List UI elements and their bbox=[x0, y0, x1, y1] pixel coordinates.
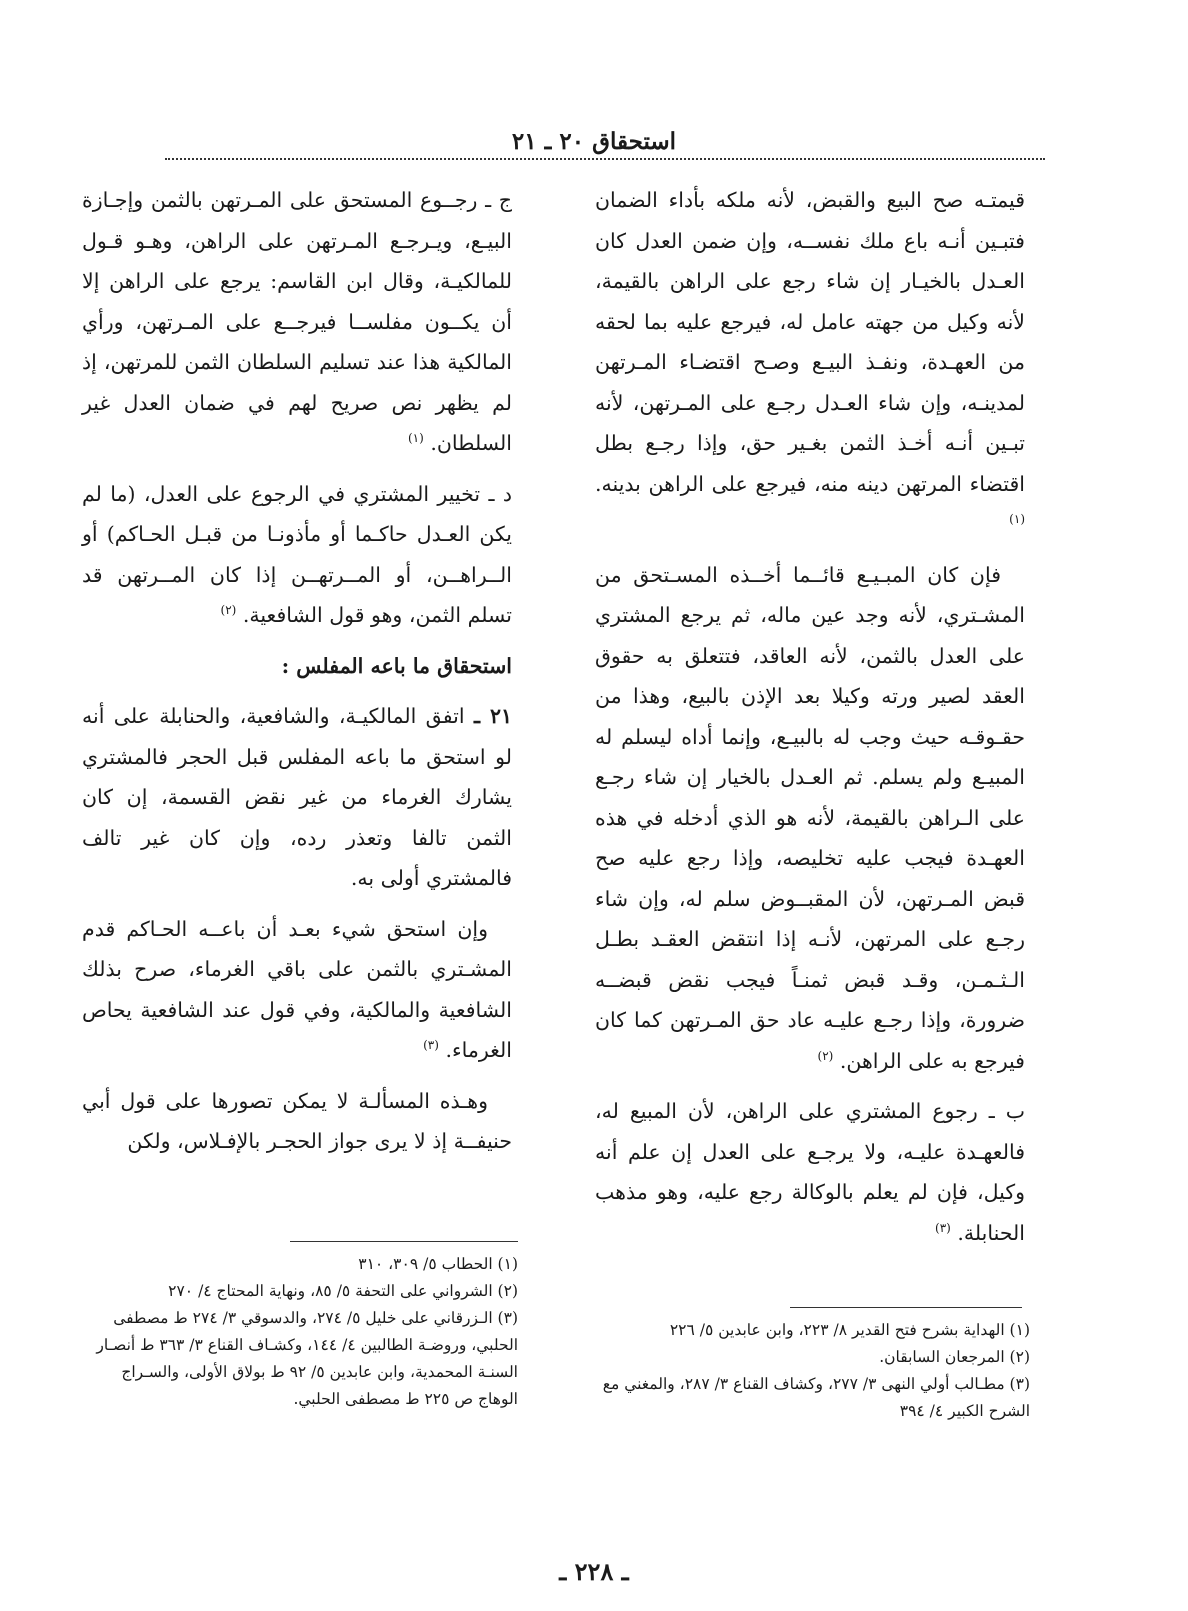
paragraph bbox=[595, 1091, 1025, 1253]
paragraph-text: اتفق المالكيـة، والشافعية، والحنابلة على أنه لو استحق ما باعه المفلس قبل الحجر فالمشتري يشارك الغرماء من غير نقض القسمة، إن كان الثمن تالفا وتعذر رده، وإن كان غير تالف فالمشتري أولى به. bbox=[82, 704, 512, 890]
footnote-marker: (١) bbox=[407, 431, 424, 446]
section-number: ٢١ ـ bbox=[473, 704, 512, 728]
footnote-marker: (٢) bbox=[817, 1048, 834, 1063]
footnote: (٣) مطـالب أولي النهى ٣/ ٢٧٧، وكشاف القناع ٣/ ٢٨٧، والمغني مع الشرح الكبير ٤/ ٣٩٤ bbox=[602, 1375, 1030, 1420]
footnote-marker: (٢) bbox=[220, 603, 237, 618]
footnote-marker: (٣) bbox=[935, 1220, 951, 1235]
page-header-title: استحقاق ٢٠ ـ ٢١ bbox=[511, 128, 677, 155]
paragraph-text: وإن استحق شيء بعـد أن باعــه الحـاكم قدم المشـتري بالثمن على باقي الغرماء، صرح بذلك الشافعية والمالكية، وفي قول عند الشافعية يحاص الغرماء. bbox=[82, 916, 512, 1062]
page-number: ـ ٢٢٨ ـ bbox=[559, 1557, 629, 1586]
footnote-divider bbox=[790, 1307, 1022, 1308]
paragraph bbox=[595, 555, 1025, 1082]
section-heading: استحقاق ما باعه المفلس : bbox=[281, 653, 512, 678]
paragraph bbox=[595, 180, 1025, 545]
header-divider bbox=[165, 158, 1045, 160]
paragraph-text: ب ـ رجوع المشتري على الراهن، لأن المبيع له، فالعهـدة عليـه، ولا يرجـع على العدل إن علم أنه وكيل، فإن لم يعلم بالوكالة رجع عليه، وهو مذهب الحنابلة. bbox=[595, 1099, 1025, 1245]
right-column bbox=[595, 180, 1025, 1263]
paragraph bbox=[82, 909, 512, 1071]
footnote: (٣) الـزرقاني على خليل ٥/ ٢٧٤، والدسوقي ٣/ ٢٧٤ ط مصطفى الحلبي، وروضـة الطالبين ٤/ ١٤٤، وكشـاف القناع ٣/ ٣٦٣ ط أنصـار السنـة المحمدية، وابن عابدين ٥/ ٩٢ ط بولاق الأولى، والسـراج الوهاج ص ٢٢٥ ط مصطفى الحلبي. bbox=[96, 1309, 518, 1408]
footnote-divider bbox=[290, 1241, 518, 1242]
paragraph-text: قيمتـه صح البيع والقبض، لأنه ملكه بأداء الضمان فتبـين أنـه باع ملك نفســه، وإن ضمن العدل كان العـدل بالخيـار إن شاء رجع على الراهن بالقيمة، لأنه وكيل من جهته عامل له، فيرجع عليه بما لحقه من العهـدة، ونفـذ البيـع وصـح اقتضـاء المـرتهن لمدينـه، وإن شاء العـدل رجـع على المـرتهن، لأنه تبـين أنـه أخـذ الثمن بغـير حق، وإذا رجـع بطل اقتضاء المرتهن دينه منه، فيرجع على الراهن بدينه. bbox=[595, 188, 1025, 496]
paragraph bbox=[82, 474, 512, 636]
paragraph bbox=[82, 1081, 512, 1162]
paragraph bbox=[82, 180, 512, 464]
paragraph bbox=[82, 696, 512, 899]
footnote: (١) الحطاب ٥/ ٣٠٩، ٣١٠ bbox=[358, 1255, 518, 1273]
footnote: (٢) المرجعان السابقان. bbox=[879, 1348, 1030, 1366]
footnote: (١) الهداية بشرح فتح القدير ٨/ ٢٢٣، وابن عابدين ٥/ ٢٢٦ bbox=[669, 1321, 1030, 1339]
left-column bbox=[82, 180, 512, 1172]
paragraph-text: د ـ تخيير المشتري في الرجوع على العدل، (ما لم يكن العـدل حاكـما أو مأذونـا من قبـل الحـاكم) أو الــراهــن، أو المــرتهــن إذا كان المــرتهن قد تسلم الثمن، وهو قول الشافعية. bbox=[82, 481, 512, 627]
paragraph-text: فإن كان المبـيـع قائــما أخــذه المسـتحق من المشـتري، لأنه وجد عين ماله، ثم يرجع المشتري على العدل بالثمن، لأنه العاقد، فتتعلق به حقوق العقد لصير ورته وكيلا بعد الإذن بالبيع، وهذا من حقـوقـه حيث وجب له بالبيـع، وإنما أداه ليسلم له المبيـع ولم يسلم. ثم العـدل بالخيار إن شاء رجـع على الـراهن بالقيمة، لأنه هو الذي أدخله في هذه العهـدة فيجب عليه تخليصه، وإذا رجع عليه صح قبض المـرتهن، لأن المقبــوض سلم له، وإن شاء رجـع على المرتهن، لأنـه إذا انتقض العقـد بطـل الـثـمـن، وقـد قبض ثمنـاً فيجب نقض قبضــه ضرورة، وإذا رجـع عليـه عاد حق المـرتهن كما كان فيرجع به على الراهن. bbox=[595, 562, 1025, 1073]
footnotes-right bbox=[590, 1317, 1030, 1425]
paragraph-text: ج ـ رجــوع المستحق على المـرتهن بالثمن وإجـازة البيـع، ويـرجـع المـرتهن على الراهن، وهـو قـول للمالكيـة، وقال ابن القاسم: يرجع على الراهن إلا أن يكــون مفلســا فيرجــع على المـرتهن، ورأي المالكية هذا عند تسليم السلطان الثمن للمرتهن، إذ لم يظهر نص صريح لهم في ضمان العدل غير السلطان. bbox=[82, 188, 512, 455]
footnote-marker: (١) bbox=[1009, 512, 1025, 527]
footnote: (٢) الشرواني على التحفة ٥/ ٨٥، ونهاية المحتاج ٤/ ٢٧٠ bbox=[168, 1282, 518, 1300]
paragraph-text: وهـذه المسألـة لا يمكن تصورها على قول أبي حنيفــة إذ لا يرى جواز الحجـر بالإفـلاس، ولكن bbox=[82, 1088, 512, 1153]
footnote-marker: (٣) bbox=[423, 1038, 439, 1053]
footnotes-left bbox=[78, 1251, 518, 1413]
